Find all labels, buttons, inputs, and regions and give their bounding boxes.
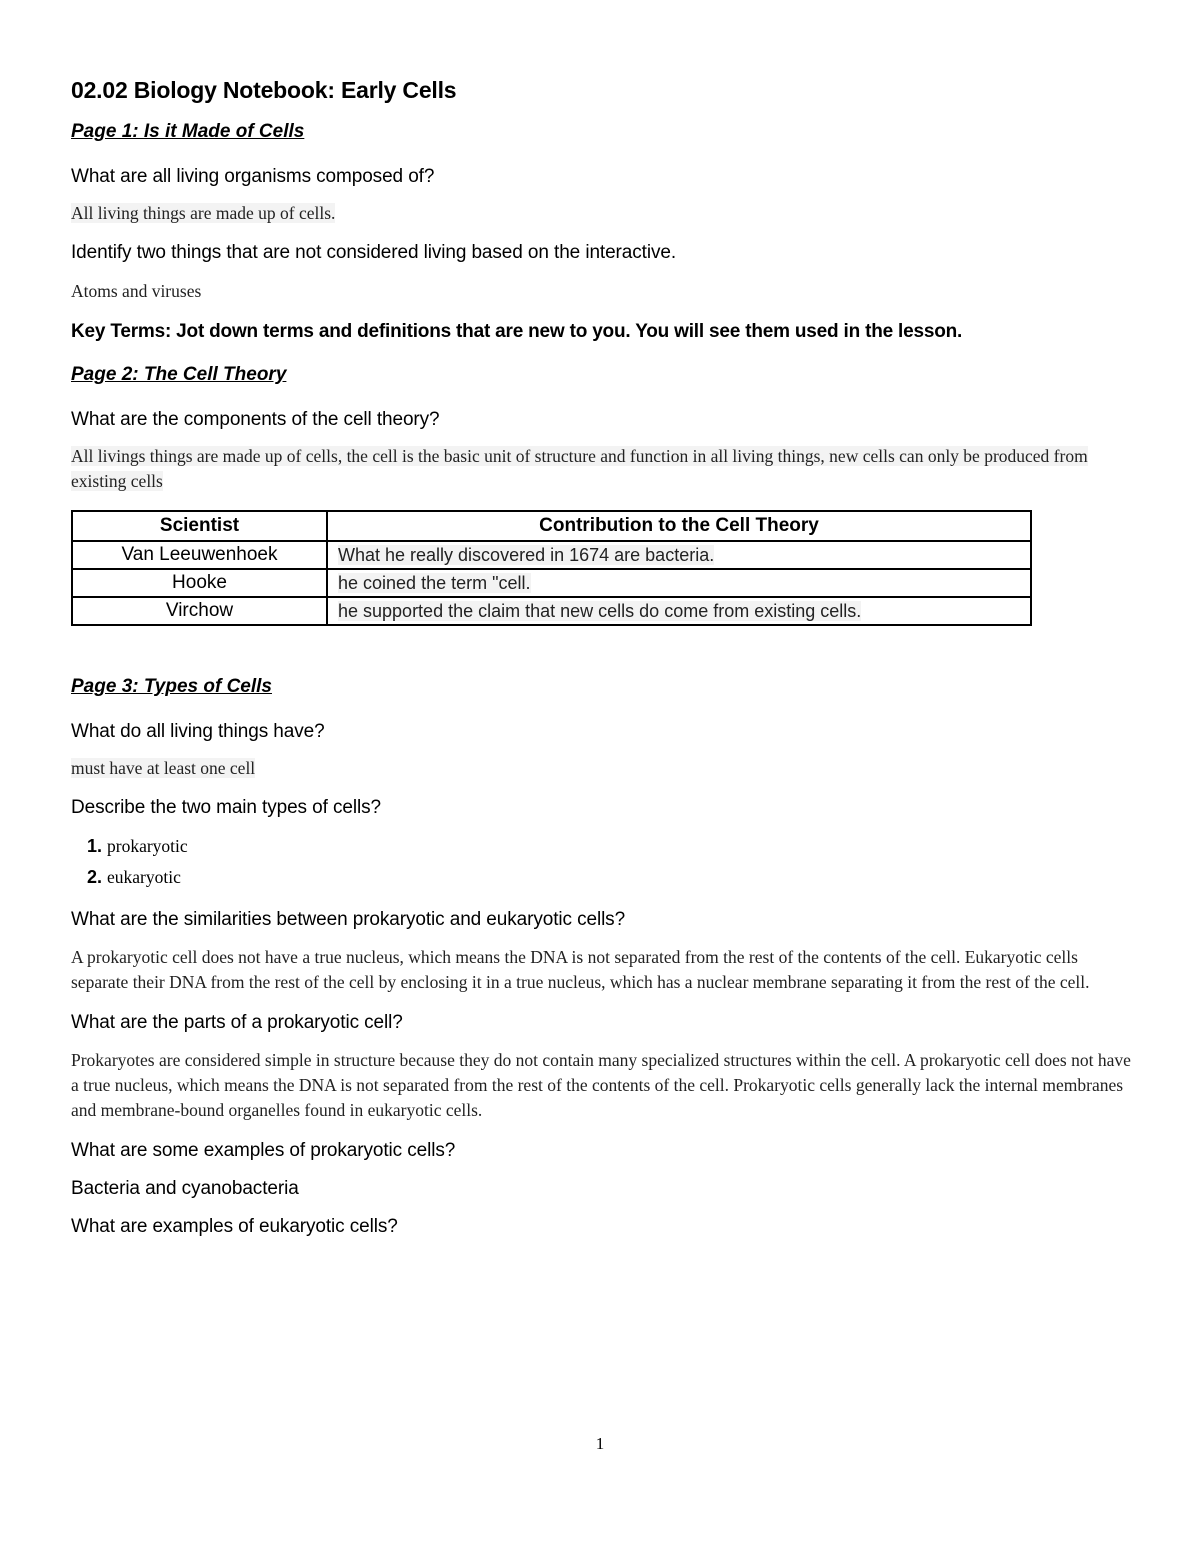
question-not-living: Identify two things that are not considered living based on the interactive. (71, 242, 676, 263)
answer-prokaryotic-examples: Bacteria and cyanobacteria (71, 1178, 299, 1199)
answer-prokaryotic-parts: Prokaryotes are considered simple in structure because they do not contain many specialized structures within the cell. A prokaryotic cell does not have a true nucleus, which means the DNA is not separated from the rest of the contents of the cell. Prokaryotic cells generally lack the internal membranes and membrane-bound organelles found in eukaryotic cells. (71, 1050, 1131, 1120)
question-composed-of: What are all living organisms composed of? (71, 166, 435, 187)
contribution-text: he supported the claim that new cells do come from existing cells. (338, 600, 862, 621)
section-heading-page-1: Page 1: Is it Made of Cells (71, 121, 305, 142)
answer-not-living: Atoms and viruses (71, 281, 202, 301)
question-cell-theory: What are the components of the cell theory? (71, 409, 440, 430)
key-terms-text: Jot down terms and definitions that are new to you. You will see them used in the lesson. (171, 321, 963, 342)
notebook-page (71, 72, 1131, 1238)
answer-similarities: A prokaryotic cell does not have a true nucleus, which means the DNA is not separated from the rest of the contents of the cell. Eukaryotic cells separate their DNA from the rest of the cell by enclosing it in a true nucleus, which has a nuclear membrane separating it from the rest of the cell. (71, 947, 1090, 992)
list-item: 2. eukaryotic (107, 862, 1131, 893)
answer-cell-theory (71, 444, 1131, 494)
header-scientist: Scientist (72, 511, 327, 541)
key-terms-label: Key Terms: (71, 321, 172, 342)
question-living-things-have: What do all living things have? (71, 721, 325, 742)
scientist-cell: Hooke (72, 569, 327, 597)
page-number: 1 (595, 1434, 605, 1453)
table-row (72, 541, 1031, 569)
answer-text: must have at least one cell (71, 758, 256, 778)
question-eukaryotic-examples: What are examples of eukaryotic cells? (71, 1216, 398, 1237)
question-prokaryotic-parts: What are the parts of a prokaryotic cell? (71, 1012, 403, 1033)
scientist-cell: Virchow (72, 597, 327, 625)
scientist-table (71, 510, 1032, 626)
section-heading-page-3: Page 3: Types of Cells (71, 676, 272, 697)
answer-text: All living things are made up of cells. (71, 203, 336, 223)
list-item: 1. prokaryotic (107, 831, 1131, 862)
key-terms-prompt (71, 321, 1131, 343)
table-row (72, 597, 1031, 625)
question-two-types: Describe the two main types of cells? (71, 797, 381, 818)
table-header-row (72, 511, 1031, 541)
contribution-cell[interactable] (327, 541, 1031, 569)
contribution-cell[interactable] (327, 597, 1031, 625)
section-heading-page-2: Page 2: The Cell Theory (71, 364, 287, 385)
cell-types-list (71, 831, 1131, 893)
question-prokaryotic-examples: What are some examples of prokaryotic cells? (71, 1140, 456, 1161)
document-title: 02.02 Biology Notebook: Early Cells (71, 77, 457, 103)
question-similarities: What are the similarities between prokaryotic and eukaryotic cells? (71, 909, 626, 930)
contribution-text: What he really discovered in 1674 are bacteria. (338, 544, 715, 565)
answer-living-things-have (71, 756, 1131, 781)
answer-composed-of (71, 201, 1131, 226)
scientist-cell: Van Leeuwenhoek (72, 541, 327, 569)
contribution-text: he coined the term "cell. (338, 572, 531, 593)
contribution-cell[interactable] (327, 569, 1031, 597)
answer-text: All livings things are made up of cells, the cell is the basic unit of structure and function in all living things, new cells can only be produced from existing cells (71, 446, 1088, 491)
header-contribution: Contribution to the Cell Theory (327, 511, 1031, 541)
table-row (72, 569, 1031, 597)
